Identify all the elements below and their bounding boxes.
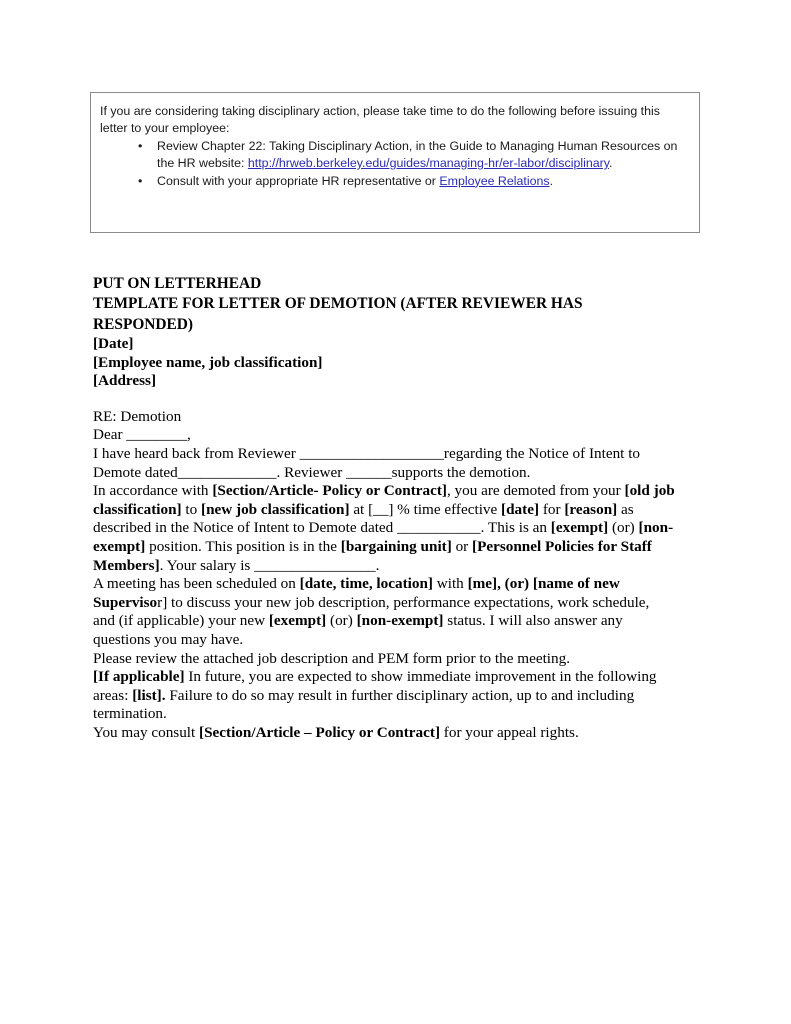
meeting-text-6: status. I will also answer any questions you may have. xyxy=(93,612,623,648)
placeholder-section-article: [Section/Article- Policy or Contract] xyxy=(212,482,447,500)
employee-relations-link[interactable]: Employee Relations xyxy=(439,173,550,188)
appeal-text-2: for your appeal rights. xyxy=(440,723,579,741)
accordance-text-12: . xyxy=(375,556,380,574)
accordance-text-8: (or) xyxy=(608,519,639,537)
accordance-text-7: . This is an xyxy=(480,519,551,537)
placeholder-non-exempt-status: [non-exempt] xyxy=(356,612,444,630)
bullet-icon: • xyxy=(138,173,143,188)
reviewer-name-blank: ___________________ xyxy=(299,444,444,462)
reviewer-support-blank: ______ xyxy=(346,463,392,481)
instruction-notice-content xyxy=(91,93,699,190)
accordance-text-11: . Your salary is xyxy=(159,556,255,574)
meeting-text-1: A meeting has been scheduled on xyxy=(93,575,300,593)
paragraph-accordance xyxy=(93,482,675,575)
paragraph-meeting xyxy=(93,575,675,649)
accordance-text-10: or xyxy=(451,537,473,555)
placeholder-old-job-classification: [old job classification] xyxy=(93,482,675,518)
placeholder-new-supervisor: [name of new Superviso xyxy=(93,575,620,611)
accordance-text-9: position. This position is in the xyxy=(145,537,341,555)
accordance-text-6: as described in the Notice of Intent to Demote dated xyxy=(93,500,634,537)
date-placeholder: [Date] xyxy=(93,335,134,352)
reviewer-text-2: regarding the Notice of Intent to Demote dated xyxy=(93,444,641,481)
accordance-text-4: at [__] % time effective xyxy=(349,500,502,518)
placeholder-appeal-section-article: [Section/Article – Policy or Contract] xyxy=(199,723,440,741)
placeholder-bargaining-unit: [bargaining unit] xyxy=(340,537,452,555)
list-item xyxy=(100,173,687,190)
bullet-icon: • xyxy=(138,138,143,153)
accordance-text-1: In accordance with xyxy=(93,482,213,500)
placeholder-exempt: [exempt] xyxy=(550,519,609,537)
subject-line: RE: Demotion xyxy=(93,407,182,425)
letter-body xyxy=(93,274,675,742)
notice-date-blank: _____________ xyxy=(177,463,277,481)
page-title: TEMPLATE FOR LETTER OF DEMOTION (AFTER REVIEWER HAS RESPONDED) xyxy=(93,295,583,333)
letterhead-note: PUT ON LETTERHEAD xyxy=(93,275,262,292)
reviewer-text-4: supports the demotion. xyxy=(391,463,531,481)
placeholder-personnel-policies: [Personnel Policies for Staff Members] xyxy=(93,537,652,574)
instruction-notice-box xyxy=(90,92,700,233)
meeting-text-2: with xyxy=(432,575,468,593)
paragraph-improvement xyxy=(93,668,675,724)
paragraph-review-attachment: Please review the attached job description and PEM form prior to the meeting. xyxy=(93,649,571,667)
meeting-text-4: r] to discuss your new job description, performance expectations, work schedule, and (if applicable) your new xyxy=(93,593,650,630)
appeal-text-1: You may consult xyxy=(93,723,200,741)
placeholder-me-or: [me], (or) xyxy=(467,575,530,593)
placeholder-list: [list]. xyxy=(132,686,166,704)
recipient-name-placeholder: [Employee name, job classification] xyxy=(93,353,323,371)
hr-website-link[interactable]: http://hrweb.berkeley.edu/guides/managing-hr/er-labor/disciplinary xyxy=(247,156,610,171)
placeholder-meeting-details: [date, time, location] xyxy=(299,575,433,593)
placeholder-if-applicable: [If applicable] xyxy=(93,668,185,686)
list-item xyxy=(100,138,687,173)
instruction-bullet-list xyxy=(100,138,687,190)
accordance-text-2: , you are demoted from your xyxy=(446,482,625,500)
accordance-text-5: for xyxy=(539,500,565,518)
placeholder-non-exempt: [non-exempt] xyxy=(93,519,674,555)
salary-blank: ________________ xyxy=(254,556,376,574)
paragraph-appeal xyxy=(93,724,675,743)
instruction-item-suffix: . xyxy=(549,173,554,188)
placeholder-exempt-status: [exempt] xyxy=(268,612,327,630)
instruction-item-text: Review Chapter 22: Taking Disciplinary Action, in the Guide to Managing Human Resources on the HR website: xyxy=(157,138,678,171)
instruction-item-suffix: . xyxy=(609,156,613,171)
placeholder-new-job-classification: [new job classification] xyxy=(201,500,350,518)
accordance-text-3: to xyxy=(181,500,202,518)
placeholder-effective-date: [date] xyxy=(501,500,540,518)
improvement-text-1: In future, you are expected to show immediate improvement in the following areas: xyxy=(93,668,657,704)
recipient-address-placeholder: [Address] xyxy=(93,372,157,390)
reviewer-text-3: . Reviewer xyxy=(276,463,347,481)
reviewer-text-1: I have heard back from Reviewer xyxy=(93,444,300,462)
salutation-line: Dear ________, xyxy=(93,426,191,444)
recipient-address-block xyxy=(93,354,675,391)
instruction-lead-text: If you are considering taking disciplinary action, please take time to do the following before issuing this letter to your employee: xyxy=(100,104,660,136)
paragraph-reviewer xyxy=(93,445,675,482)
placeholder-reason: [reason] xyxy=(564,500,618,518)
instruction-item-text: Consult with your appropriate HR representative or xyxy=(157,173,440,188)
demote-date-blank: ___________ xyxy=(397,519,481,537)
meeting-text-5: (or) xyxy=(326,612,357,630)
improvement-text-2: Failure to do so may result in further disciplinary action, up to and including termination. xyxy=(93,686,635,723)
